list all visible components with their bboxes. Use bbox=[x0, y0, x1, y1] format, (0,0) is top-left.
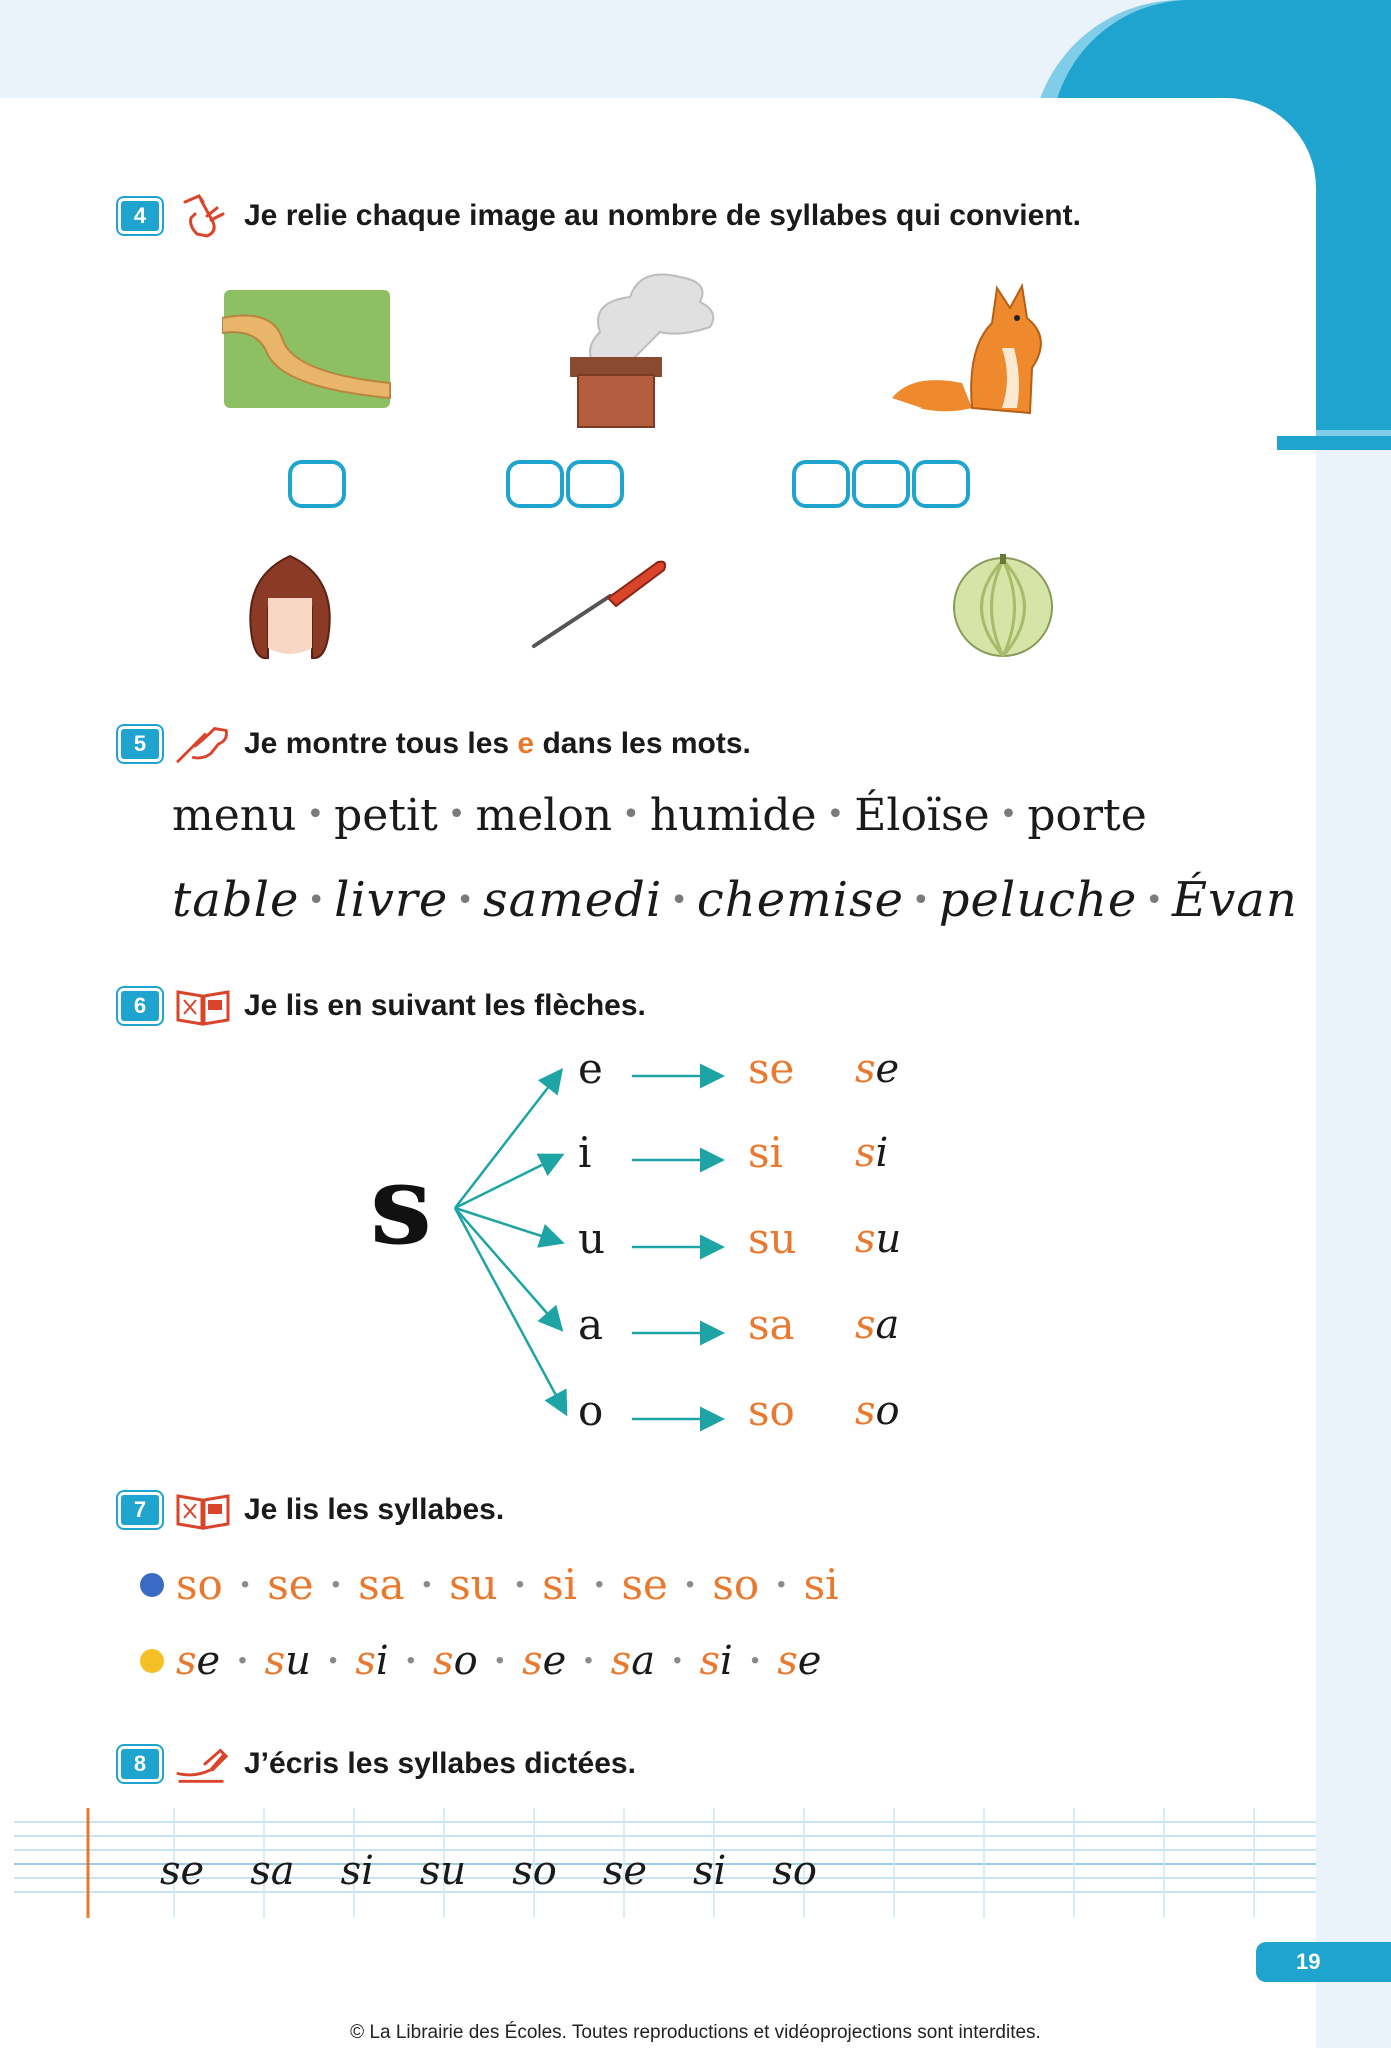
word[interactable]: melon bbox=[475, 790, 613, 841]
cursive-syllable: se bbox=[777, 1638, 822, 1684]
written-syllable: so bbox=[512, 1848, 557, 1894]
cursive-s: s bbox=[855, 1130, 876, 1176]
word[interactable]: samedi bbox=[482, 872, 663, 928]
word[interactable]: Évan bbox=[1172, 872, 1298, 928]
syllable: sa bbox=[358, 1560, 405, 1609]
vowel: i bbox=[578, 1128, 592, 1177]
branch-arrow-i bbox=[455, 1156, 560, 1208]
written-syllable: si bbox=[693, 1848, 727, 1894]
syllable: se bbox=[621, 1560, 668, 1609]
title-part: Je montre tous les bbox=[244, 727, 518, 760]
cursive-syllable-row: se • su • si • so • se • sa • si • se bbox=[140, 1638, 821, 1684]
cursive-syllable bbox=[855, 1130, 888, 1176]
vowel: o bbox=[578, 1386, 604, 1435]
exercise-title: J’écris les syllabes dictées. bbox=[244, 1747, 636, 1780]
syllable: su bbox=[748, 1214, 797, 1263]
exercise-number-badge: 5 bbox=[118, 726, 162, 762]
cursive-s: s bbox=[855, 1216, 876, 1262]
print-word-list: menu • petit • melon • humide • Éloïse • porte bbox=[172, 790, 1147, 841]
yellow-dot-icon bbox=[140, 1649, 164, 1673]
word[interactable]: table bbox=[172, 872, 300, 928]
book-icon bbox=[176, 1490, 230, 1530]
highlighted-letter: e bbox=[517, 727, 535, 760]
vowel: e bbox=[578, 1044, 603, 1093]
syllable: se bbox=[748, 1044, 795, 1093]
exercise-title: Je lis en suivant les flèches. bbox=[244, 989, 646, 1022]
written-syllable: so bbox=[772, 1848, 817, 1894]
word[interactable]: livre bbox=[334, 872, 449, 928]
word[interactable]: petit bbox=[334, 790, 438, 841]
exercise-8-header bbox=[118, 1744, 636, 1784]
word[interactable]: menu bbox=[172, 790, 297, 841]
cursive-syllable: so bbox=[433, 1638, 478, 1684]
cursive-word-list: table • livre • samedi • chemise • peluche • Évan bbox=[172, 872, 1298, 928]
cursive-s: s bbox=[855, 1388, 876, 1434]
word[interactable]: peluche bbox=[938, 872, 1138, 928]
cursive-syllable bbox=[855, 1302, 899, 1348]
cursive-syllable bbox=[855, 1388, 900, 1434]
cursive-syllable bbox=[855, 1216, 901, 1262]
written-syllable: si bbox=[340, 1848, 374, 1894]
syllable: so bbox=[176, 1560, 223, 1609]
cursive-syllable: se bbox=[176, 1638, 221, 1684]
cursive-syllable bbox=[855, 1046, 899, 1092]
written-syllable: se bbox=[160, 1848, 205, 1894]
word[interactable]: porte bbox=[1027, 790, 1147, 841]
cursive-vowel: e bbox=[875, 1046, 900, 1092]
syllable: si bbox=[803, 1560, 839, 1609]
exercise-7-header bbox=[118, 1490, 504, 1530]
branch-arrow-e bbox=[455, 1072, 560, 1208]
exercise-title: Je relie chaque image au nombre de syllabes qui convient. bbox=[244, 199, 1081, 232]
written-syllable: su bbox=[419, 1848, 467, 1894]
exercise-number-badge: 6 bbox=[118, 988, 162, 1024]
syllable: si bbox=[748, 1128, 783, 1177]
exercise-number-badge: 4 bbox=[118, 198, 162, 234]
vowel: u bbox=[578, 1214, 606, 1263]
syllable: si bbox=[542, 1560, 578, 1609]
syllable: se bbox=[267, 1560, 314, 1609]
exercise-title: Je lis les syllabes. bbox=[244, 1493, 505, 1526]
dictated-syllables bbox=[160, 1848, 817, 1894]
exercise-number-badge: 7 bbox=[118, 1492, 162, 1528]
cursive-vowel: i bbox=[875, 1130, 889, 1176]
blue-dot-icon bbox=[140, 1573, 164, 1597]
cursive-syllable: su bbox=[264, 1638, 311, 1684]
word[interactable]: humide bbox=[649, 790, 817, 841]
cursive-syllable: si bbox=[355, 1638, 389, 1684]
written-syllable: se bbox=[602, 1848, 648, 1894]
written-syllable: sa bbox=[250, 1848, 295, 1894]
title-part: dans les mots. bbox=[534, 727, 751, 760]
cursive-vowel: u bbox=[875, 1216, 902, 1262]
exercise-number-badge: 8 bbox=[118, 1746, 162, 1782]
cursive-vowel: a bbox=[875, 1302, 900, 1348]
syllable: so bbox=[748, 1386, 795, 1435]
copyright-footer: © La Librairie des Écoles. Toutes reproductions et vidéoprojections sont interdites. bbox=[350, 2022, 1041, 2043]
vowel: a bbox=[578, 1300, 604, 1349]
cursive-syllable: se bbox=[522, 1638, 567, 1684]
page-number: 19 bbox=[1256, 1942, 1391, 1982]
writing-hand-icon bbox=[176, 1744, 230, 1784]
word[interactable]: Éloïse bbox=[854, 790, 990, 841]
cursive-syllable: sa bbox=[610, 1638, 656, 1684]
syllable: sa bbox=[748, 1300, 795, 1349]
cursive-s: s bbox=[855, 1046, 876, 1092]
print-syllable-row: so • se • sa • su • si • se • so • si bbox=[140, 1560, 839, 1609]
cursive-s: s bbox=[855, 1302, 876, 1348]
word[interactable]: chemise bbox=[696, 872, 905, 928]
syllable: su bbox=[449, 1560, 498, 1609]
syllable: so bbox=[712, 1560, 760, 1609]
cursive-vowel: o bbox=[875, 1388, 900, 1434]
cursive-syllable: si bbox=[699, 1638, 733, 1684]
consonant-letter: s bbox=[370, 1140, 432, 1269]
